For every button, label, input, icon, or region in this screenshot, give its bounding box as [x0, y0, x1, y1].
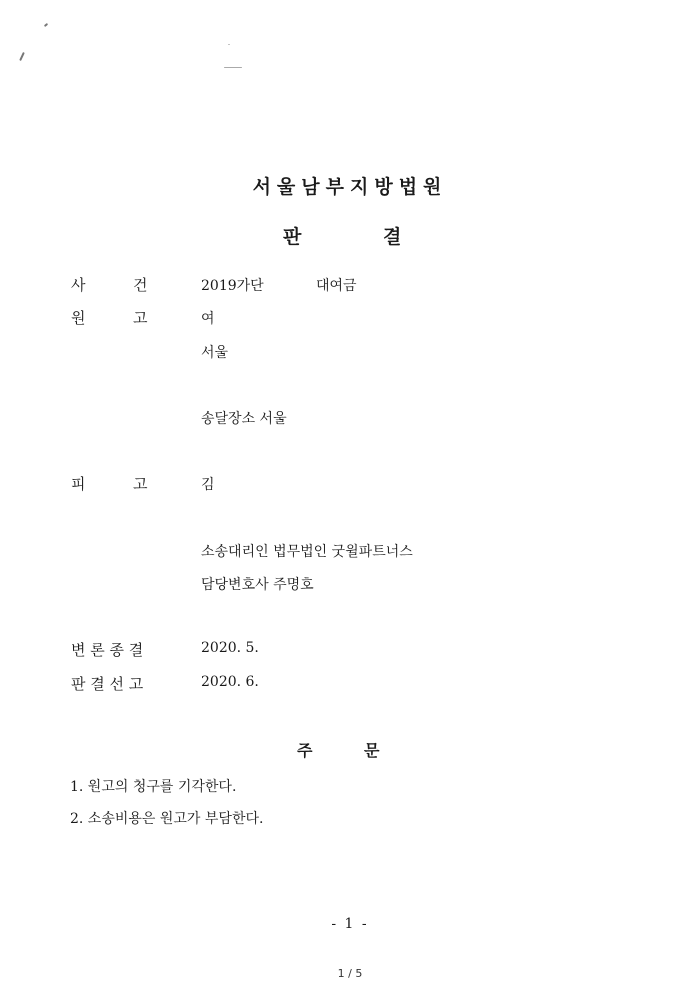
order-item-1: 1. 원고의 청구를 기각한다. [70, 779, 237, 795]
order-title-char-1: 주 [297, 741, 313, 760]
plaintiff-address: 서울 [201, 345, 229, 361]
case-number: 2019가단 [201, 278, 264, 294]
court-name: 서울남부지방법원 [252, 176, 448, 198]
defendant-counsel: 소송대리인 법무법인 굿윌파트너스 [201, 544, 413, 560]
plaintiff-label-char-2: 고 [133, 309, 148, 327]
case-type: 대여금 [316, 278, 357, 294]
hearing-closed-date: 2020. 5. [201, 640, 259, 656]
scan-mark [228, 44, 230, 45]
hearing-closed-label: 변 론 종 결 [71, 641, 144, 659]
document-type-char-2: 결 [383, 226, 402, 248]
defendant-name: 김 [201, 477, 215, 493]
scan-mark [19, 52, 25, 61]
judgment-date: 2020. 6. [201, 674, 259, 690]
judgment-date-label: 판 결 선 고 [71, 675, 144, 693]
plaintiff-label-char-1: 원 [71, 309, 86, 327]
plaintiff-service-address: 송달장소 서울 [201, 411, 287, 427]
defendant-label-char-2: 고 [133, 475, 148, 493]
case-label-char-2: 건 [133, 276, 148, 294]
page-number: - 1 - [331, 916, 369, 932]
scan-mark [44, 23, 48, 27]
pdf-page-indicator: 1 / 5 [337, 967, 363, 980]
scan-mark [224, 67, 242, 68]
document-type-char-1: 판 [283, 226, 302, 248]
order-item-2: 2. 소송비용은 원고가 부담한다. [70, 811, 264, 827]
defendant-attorney: 담당변호사 주명호 [201, 577, 314, 593]
order-title-char-2: 문 [364, 741, 380, 760]
plaintiff-name: 여 [201, 311, 215, 327]
defendant-label-char-1: 피 [71, 475, 86, 493]
case-label-char-1: 사 [71, 276, 86, 294]
